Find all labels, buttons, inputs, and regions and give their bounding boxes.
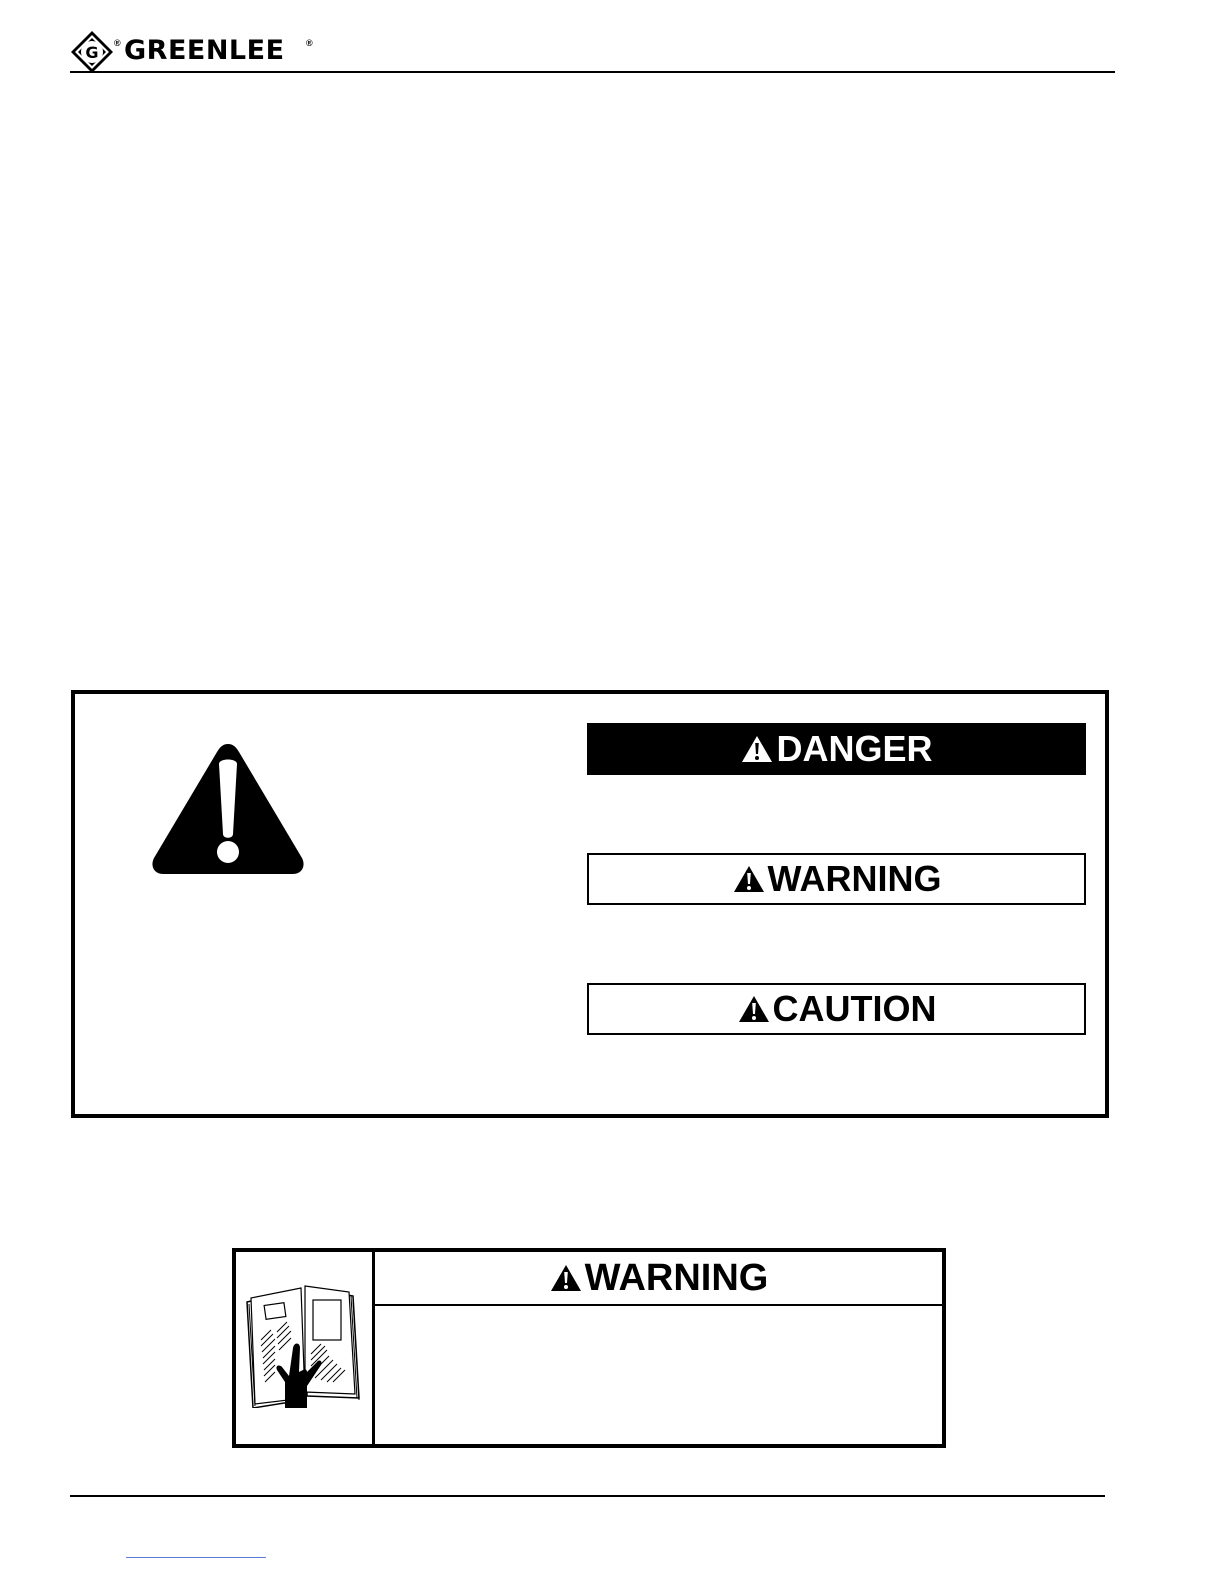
alert-triangle-icon bbox=[740, 734, 774, 764]
header-rule bbox=[70, 71, 1115, 73]
alert-triangle-icon bbox=[549, 1263, 583, 1293]
svg-text:G: G bbox=[85, 43, 99, 62]
manual-warning-heading-text: WARNING bbox=[584, 1257, 769, 1299]
danger-label-text: DANGER bbox=[776, 728, 933, 769]
warning-label-text: WARNING bbox=[767, 858, 942, 899]
alert-triangle-icon bbox=[737, 994, 771, 1024]
caution-label-text: CAUTION bbox=[772, 988, 937, 1029]
manual-warning-heading bbox=[375, 1252, 942, 1306]
footer-rule bbox=[70, 1495, 1105, 1497]
safety-signal-box bbox=[71, 690, 1109, 1118]
link-underline[interactable] bbox=[126, 1557, 266, 1558]
danger-signal-label bbox=[587, 723, 1086, 775]
safety-alert-triangle-icon bbox=[149, 740, 307, 878]
brand-registered-mark: ® bbox=[306, 38, 313, 48]
greenlee-logo-icon bbox=[70, 30, 114, 74]
read-manual-book-icon bbox=[241, 1282, 367, 1408]
warning-signal-label bbox=[587, 853, 1086, 905]
alert-triangle-icon bbox=[732, 864, 766, 894]
manual-warning-body bbox=[375, 1306, 942, 1444]
logo-registered-mark: ® bbox=[114, 38, 121, 48]
caution-signal-label bbox=[587, 983, 1086, 1035]
brand-name: GREENLEE bbox=[124, 35, 285, 66]
manual-icon-cell bbox=[236, 1252, 375, 1444]
page-header bbox=[70, 30, 1115, 74]
manual-warning-box bbox=[232, 1248, 946, 1448]
